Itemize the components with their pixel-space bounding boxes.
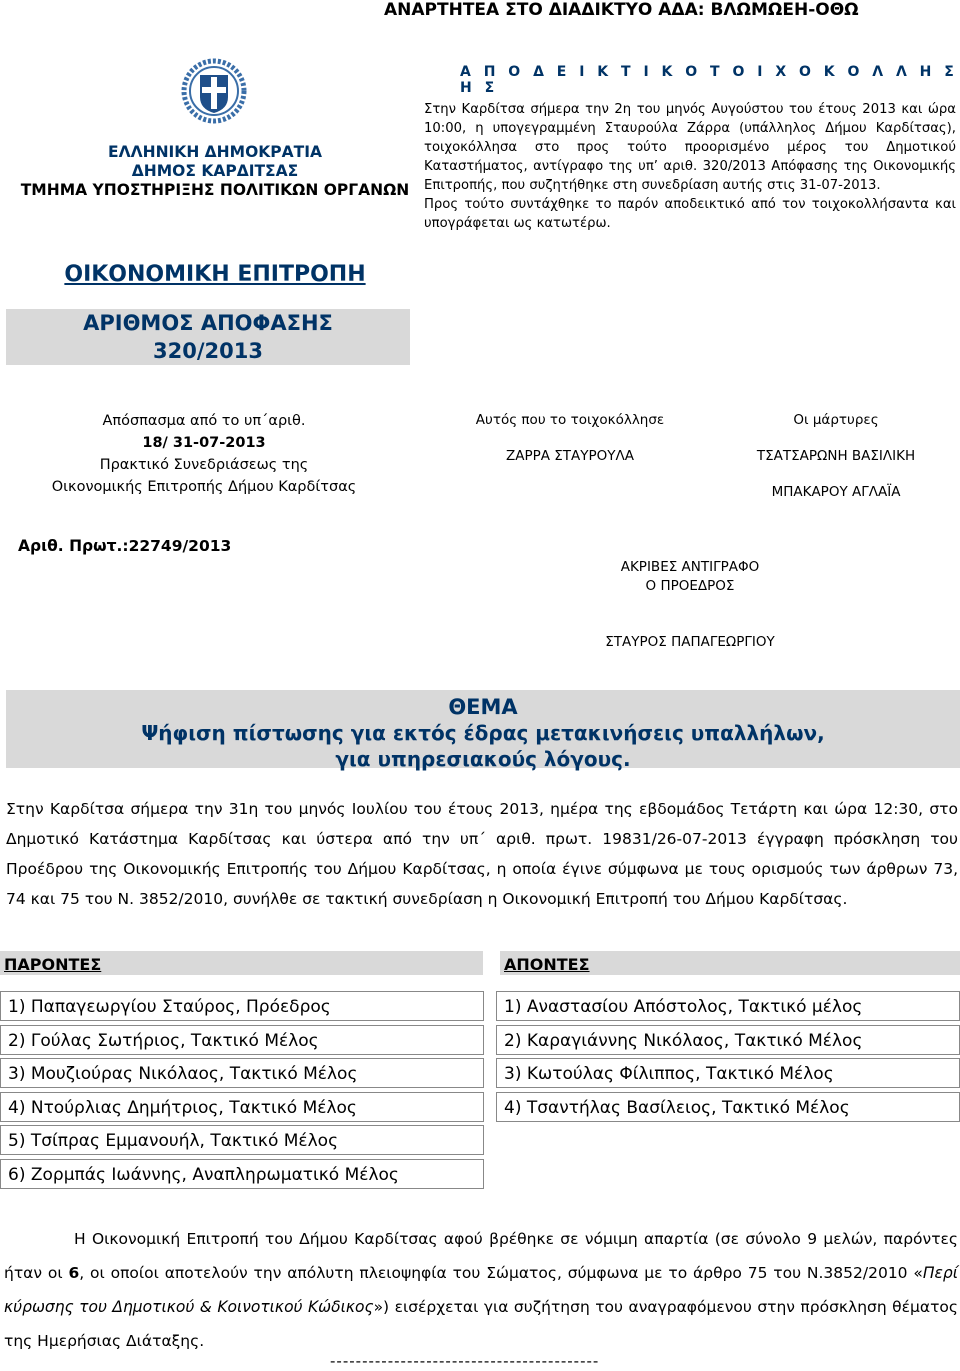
excerpt-line: Απόσπασμα από το υπ΄αριθ. (102, 413, 306, 429)
witnesses-label: Οι μάρτυρες (793, 412, 879, 428)
subject-line: για υπηρεσιακούς λόγους. (335, 747, 631, 771)
absent-member: 2) Καραγιάννης Νικόλαος, Τακτικό Μέλος (496, 1025, 960, 1055)
witness-name: ΜΠΑΚΑΡΟΥ ΑΓΛΑΪΑ (771, 484, 901, 500)
witnesses-block (712, 409, 960, 503)
present-count: 6 (68, 1264, 80, 1282)
poster-label: Αυτός που το τοιχοκόλλησε (475, 412, 665, 428)
true-copy-block (560, 558, 820, 596)
quorum-text: Η Οικονομική Επιτροπή του Δήμου Καρδίτσας αφού βρέθηκε σε νόμιμη απαρτία (σε σύνολο 9 μελών, παρόντες ήταν οι (4, 1230, 958, 1282)
quorum-text: ») εισέρχεται για συζήτηση του αναγραφόμενου στην πρόσκληση θέματος της Ημερήσιας Διάταξης. (4, 1298, 958, 1350)
present-members-list (0, 991, 484, 1193)
separator-line: ------------------------------------------ (330, 1352, 600, 1370)
law-title: Περί κύρωσης του Δημοτικού & Κοινοτικού Κώδικος (4, 1264, 958, 1316)
absent-member: 4) Τσαντήλας Βασίλειος, Τακτικό Μέλος (496, 1092, 960, 1122)
protocol-number: Αριθ. Πρωτ.:22749/2013 (18, 537, 232, 555)
present-member: 6) Ζορμπάς Ιωάννης, Αναπληρωματικό Μέλος (0, 1159, 484, 1189)
present-member: 5) Τσίπρας Εμμανουήλ, Τακτικό Μέλος (0, 1125, 484, 1155)
excerpt-line: Πρακτικό Συνεδριάσεως της (99, 457, 309, 473)
present-header (0, 951, 483, 975)
meeting-intro-paragraph: Στην Καρδίτσα σήμερα την 31η του μηνός Ιουλίου του έτους 2013, ημέρα της εβδομάδος Τετάρτη και ώρα 12:30, στο Δημοτικό Κατάστημα Καρδίτσας και ύστερα από την υπ΄ αριθ. πρωτ. 19831/26-07-2013 έγγραφη πρόσκληση του Προέδρου της Οικονομικής Επιτροπής του Δήμου Καρδίτσας, η οποία έγινε σύμφωνα με τους ορισμούς των άρθρων 73, 74 και 75 του Ν. 3852/2010, συνήλθε σε τακτική συνεδρίαση η Οικονομική Επιτροπή του Δήμου Καρδίτσας. (6, 800, 958, 908)
absent-members-list (496, 991, 960, 1125)
ada-banner: ΑΝΑΡΤΗΤΕΑ ΣΤΟ ΔΙΑΔΙΚΤΥΟ ΑΔΑ: ΒΛΩΜΩΕΗ-ΟΘΩ (384, 0, 859, 20)
excerpt-line: Οικονομικής Επιτροπής Δήμου Καρδίτσας (51, 479, 357, 495)
president-name: ΣΤΑΥΡΟΣ ΠΑΠΑΓΕΩΡΓΙΟΥ (605, 634, 775, 650)
present-member: 2) Γούλας Σωτήριος, Τακτικό Μέλος (0, 1025, 484, 1055)
subject-heading: ΘΕΜΑ (448, 695, 518, 719)
poster-block (445, 409, 695, 467)
issuer-header (0, 143, 430, 200)
committee-title: ΟΙΚΟΝΟΜΙΚΗ ΕΠΙΤΡΟΠΗ (64, 262, 366, 287)
decision-number-box (6, 309, 410, 365)
absent-member: 3) Κωτούλας Φίλιππος, Τακτικό Μέλος (496, 1058, 960, 1088)
subject-block (0, 694, 960, 772)
excerpt-block (20, 410, 388, 498)
absent-header (500, 951, 960, 975)
excerpt-minutes-number: 18/ 31-07-2013 (142, 435, 266, 451)
department-line: ΤΜΗΜΑ ΥΠΟΣΤΗΡΙΞΗΣ ΠΟΛΙΤΙΚΩΝ ΟΡΓΑΝΩΝ (20, 181, 410, 199)
present-member: 4) Ντούρλιας Δημήτριος, Τακτικό Μέλος (0, 1092, 484, 1122)
true-copy-label: ΑΚΡΙΒΕΣ ΑΝΤΙΓΡΑΦΟ (620, 559, 760, 575)
absent-member: 1) Αναστασίου Απόστολος, Τακτικό μέλος (496, 991, 960, 1021)
absent-header-label: ΑΠΟΝΤΕΣ (504, 955, 590, 974)
certificate-paragraph: Στην Καρδίτσα σήμερα την 2η του μηνός Αυγούστου του έτους 2013 και ώρα 10:00, η υπογεγραμμένη Σταυρούλα Ζάρρα (υπάλληλος Δήμου Καρδίτσας), τοιχοκόλλησα στο προς τούτο προορισμένο μέρος του Δημοτικού Καταστήματος, αντίγραφο της υπ’ αριθ. 320/2013 Απόφασης της Οικονομικής Επιτροπής, που συζητήθηκε στη συνεδρίαση αυτής στις 31-07-2013. (424, 102, 956, 193)
certificate-text (424, 100, 956, 233)
municipality-line: ΔΗΜΟΣ ΚΑΡΔΙΤΣΑΣ (131, 162, 299, 180)
greek-coat-of-arms-icon (178, 55, 250, 127)
quorum-paragraph (4, 1222, 958, 1358)
decision-number: 320/2013 (153, 339, 263, 363)
present-member: 3) Μουζιούρας Νικόλαος, Τακτικό Μέλος (0, 1058, 484, 1088)
subject-line: Ψήφιση πίστωσης για εκτός έδρας μετακινήσεις υπαλλήλων, (141, 721, 825, 745)
certificate-title: Α Π Ο Δ Ε Ι Κ Τ Ι Κ Ο Τ Ο Ι Χ Ο Κ Ο Λ Λ Η Σ Η Σ (460, 64, 958, 96)
present-member: 1) Παπαγεωργίου Σταύρος, Πρόεδρος (0, 991, 484, 1021)
present-header-label: ΠΑΡΟΝΤΕΣ (4, 955, 102, 974)
republic-line: ΕΛΛΗΝΙΚΗ ΔΗΜΟΚΡΑΤΙΑ (108, 143, 322, 161)
witness-name: ΤΣΑΤΣΑΡΩΝΗ ΒΑΣΙΛΙΚΗ (756, 448, 916, 464)
poster-name: ΖΑΡΡΑ ΣΤΑΥΡΟΥΛΑ (505, 448, 635, 464)
president-label: Ο ΠΡΟΕΔΡΟΣ (645, 578, 735, 594)
certificate-paragraph: Προς τούτο συντάχθηκε το παρόν αποδεικτικό από τον τοιχοκολλήσαντα και υπογράφεται ως κατωτέρω. (424, 197, 956, 231)
quorum-text: , οι οποίοι αποτελούν την απόλυτη πλειοψηφία του Σώματος, σύμφωνα με το άρθρο 75 του Ν.3852/2010 « (79, 1264, 923, 1282)
decision-label: ΑΡΙΘΜΟΣ ΑΠΟΦΑΣΗΣ (83, 311, 333, 335)
